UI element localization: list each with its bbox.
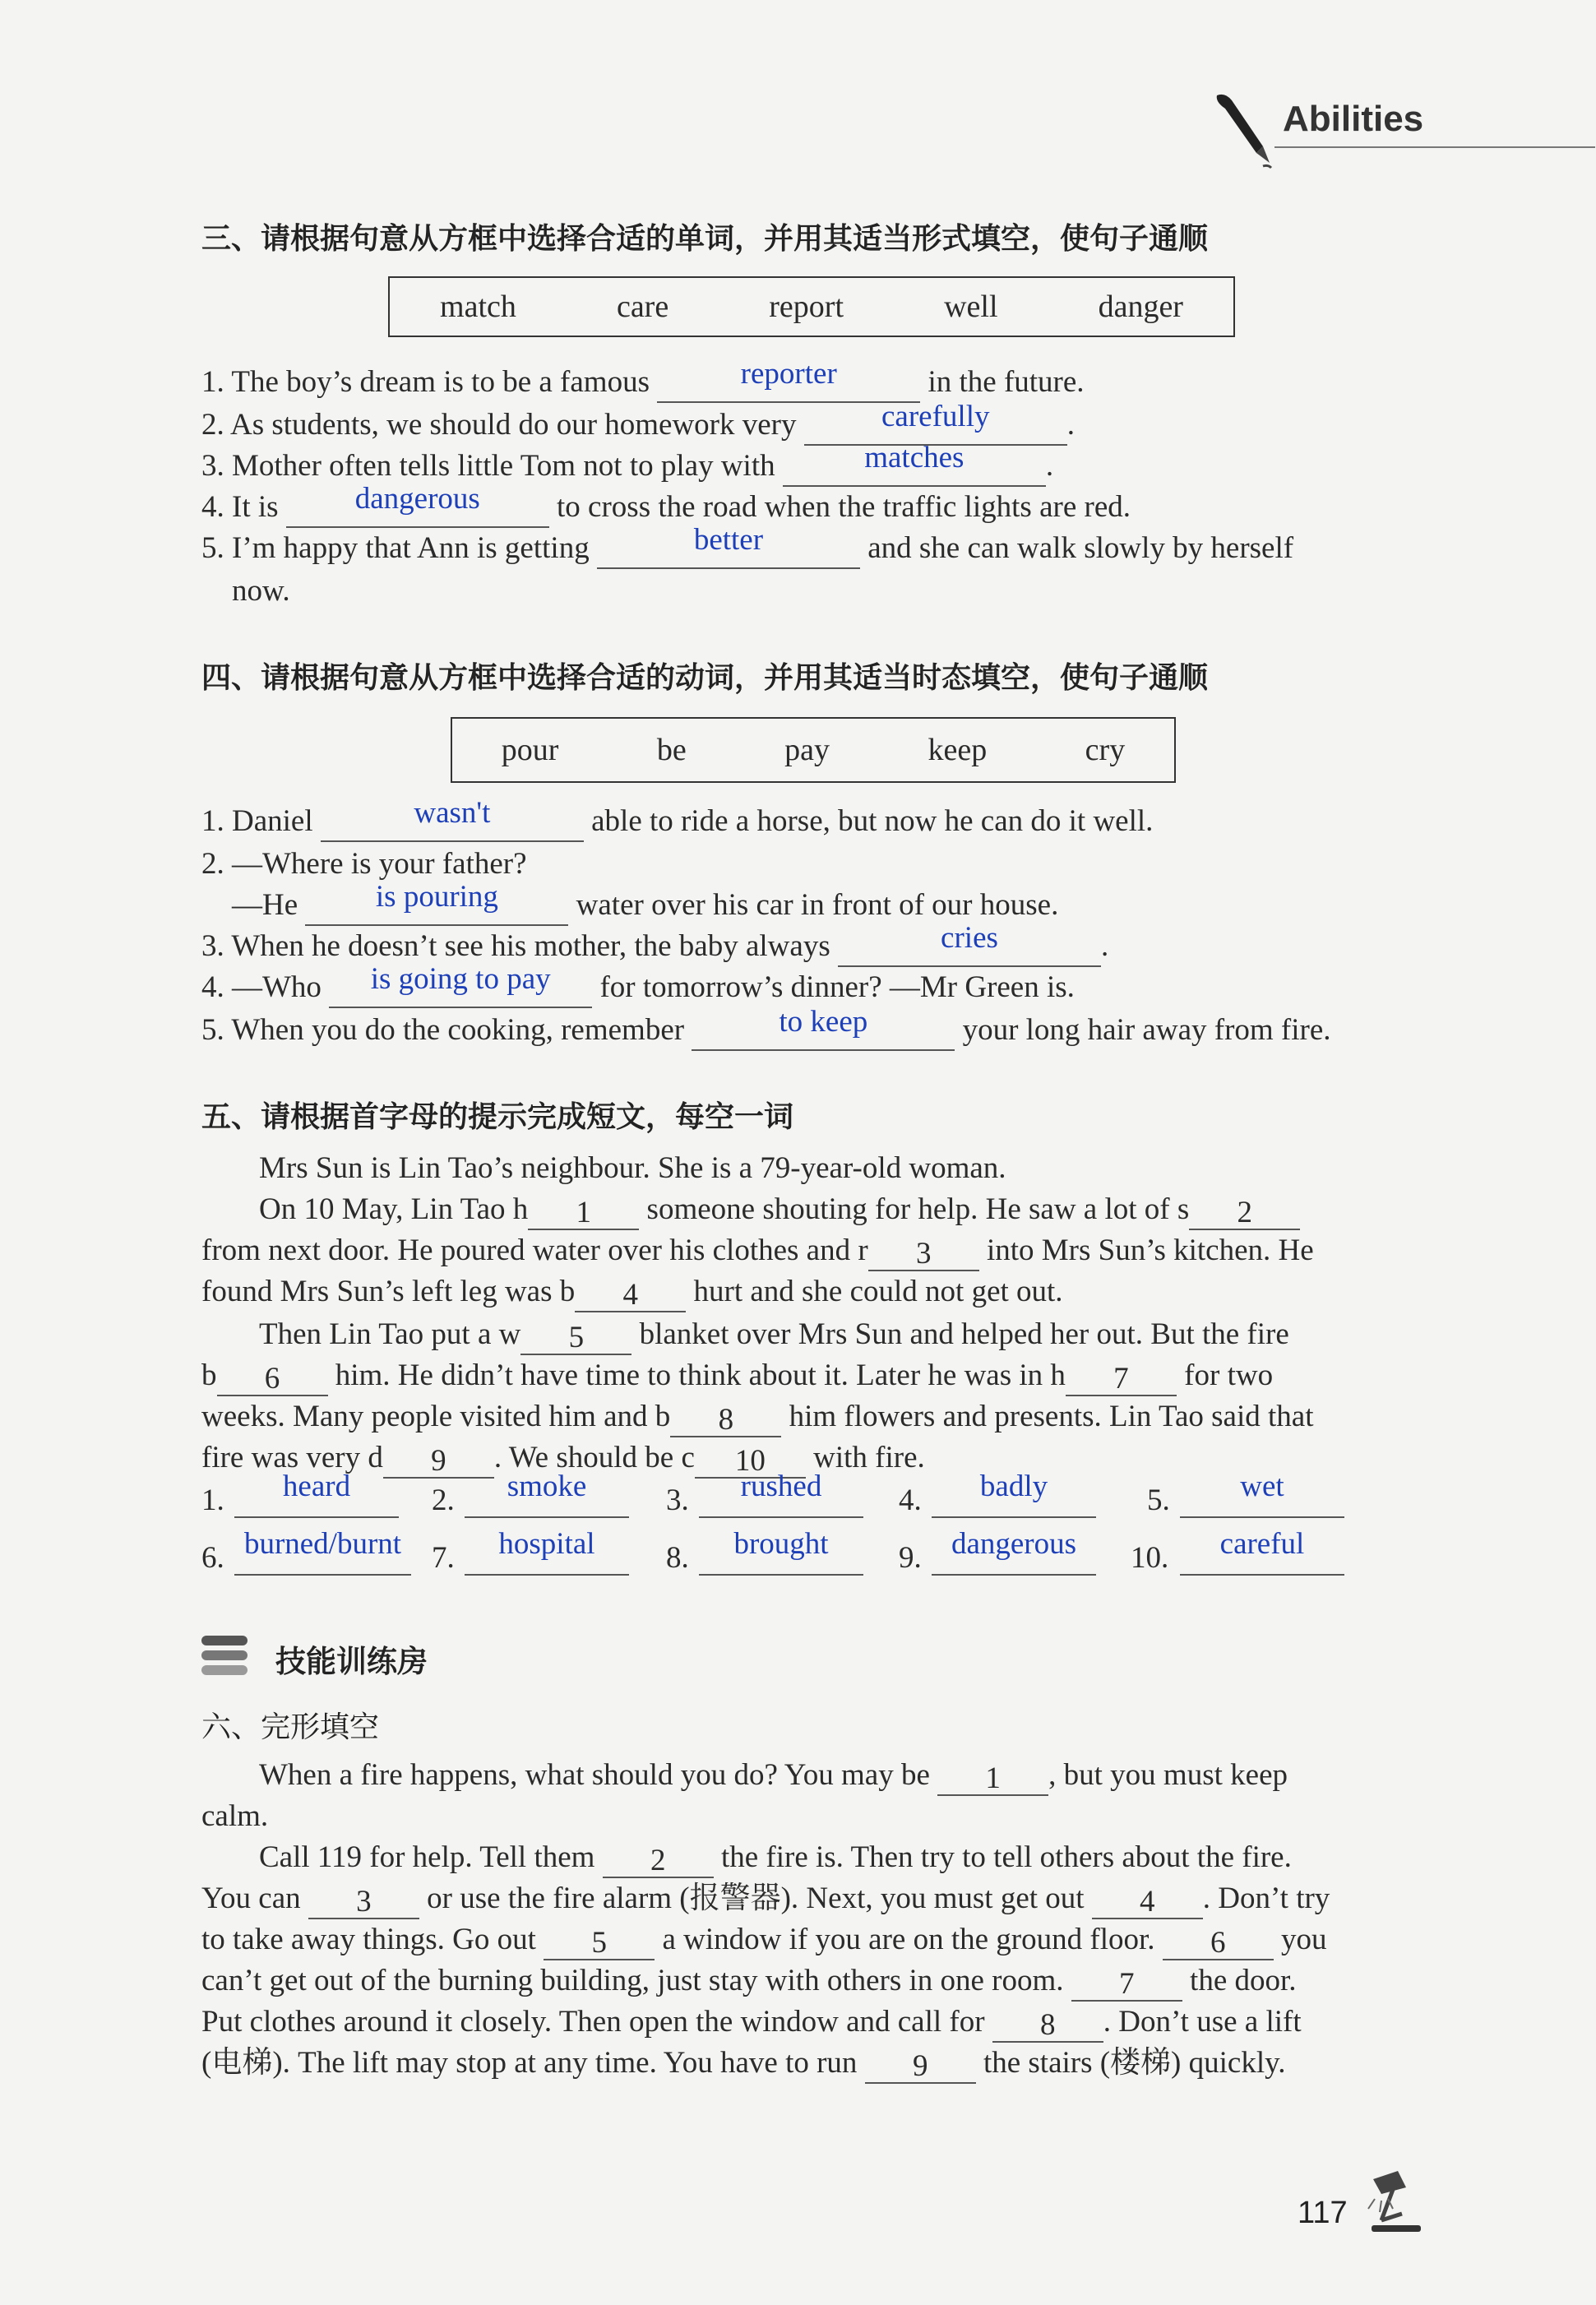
answer-blank[interactable] <box>838 921 1101 967</box>
section4-title: 四、请根据句意从方框中选择合适的动词，并用其适当时态填空，使句子通顺 <box>201 661 1209 695</box>
s3-item-5-cont: now. <box>232 574 290 608</box>
pen-icon <box>1209 89 1274 171</box>
answer-blank[interactable] <box>234 1470 399 1518</box>
number-blank[interactable]: 7 <box>1071 1964 1182 2002</box>
number-blank[interactable]: 3 <box>868 1233 979 1271</box>
s6-paragraph-line: Call 119 for help. Tell them 2 the fire is. Then try to tell others about the fire. <box>259 1840 1292 1877</box>
header-rule <box>1274 146 1595 148</box>
header-title: Abilities <box>1283 99 1424 139</box>
answer-blank[interactable] <box>305 880 568 926</box>
answer-text: dangerous <box>951 1527 1077 1561</box>
answer-text: carefully <box>881 400 990 433</box>
s5-answer-item: 8. brought <box>666 1538 863 1576</box>
s3-item-3: 3. Mother often tells little Tom not to play with matches . <box>201 446 1053 487</box>
s4-item-2b: —He is pouring water over his car in front of our house. <box>232 885 1058 926</box>
word-box-item: report <box>769 289 844 324</box>
answer-text: wet <box>1240 1470 1284 1503</box>
answer-blank[interactable] <box>783 441 1046 487</box>
s5-paragraph-line: from next door. He poured water over his clothes and r 3 into Mrs Sun’s kitchen. He <box>201 1233 1314 1271</box>
answer-text: is going to pay <box>370 962 551 996</box>
s5-paragraph-line: On 10 May, Lin Tao h 1 someone shouting for help. He saw a lot of s 2 <box>201 1189 1300 1230</box>
s5-paragraph-line: weeks. Many people visited him and b 8 him flowers and presents. Lin Tao said that <box>201 1400 1314 1437</box>
s4-item-5: 5. When you do the cooking, remember to keep your long hair away from fire. <box>201 1010 1331 1051</box>
word-box-item: danger <box>1098 289 1183 324</box>
answer-text: better <box>693 523 764 557</box>
section6-title: 六、完形填空 <box>201 1710 380 1744</box>
skills-stack-icon <box>200 1632 251 1678</box>
answer-blank[interactable] <box>465 1470 629 1518</box>
number-blank[interactable]: 4 <box>1092 1881 1203 1919</box>
word-box-item: be <box>656 733 687 767</box>
number-blank[interactable]: 4 <box>575 1275 686 1312</box>
s4-item-2: 2. —Where is your father? <box>201 847 527 881</box>
s6-paragraph-line: You can 3 or use the fire alarm (报警器). Next, you must get out 4 . Don’t try <box>201 1881 1330 1919</box>
answer-blank[interactable] <box>597 523 860 569</box>
section3-title: 三、请根据句意从方框中选择合适的单词，并用其适当形式填空，使句子通顺 <box>201 222 1209 256</box>
answer-text: to keep <box>779 1005 868 1039</box>
s5-answer-item: 9. dangerous <box>899 1538 1096 1576</box>
section5-title: 五、请根据首字母的提示完成短文，每空一词 <box>201 1100 794 1134</box>
s6-paragraph-line: can’t get out of the burning building, just stay with others in one room. 7 the door. <box>201 1964 1297 2001</box>
s5-answer-item: 4. badly <box>899 1480 1096 1518</box>
answer-blank[interactable] <box>321 796 584 842</box>
number-blank[interactable]: 8 <box>992 2005 1103 2043</box>
s5-answer-item: 2. smoke <box>432 1480 629 1518</box>
number-blank[interactable]: 2 <box>603 1840 714 1878</box>
answer-text: smoke <box>507 1470 587 1503</box>
s5-answer-item: 10. careful <box>1131 1538 1344 1576</box>
number-blank[interactable]: 1 <box>528 1192 639 1230</box>
s5-answer-item: 7. hospital <box>432 1538 629 1576</box>
word-box-item: keep <box>928 733 988 767</box>
number-blank[interactable]: 7 <box>1066 1358 1177 1396</box>
s5-paragraph-line: Then Lin Tao put a w 5 blanket over Mrs Sun and helped her out. But the fire <box>259 1317 1289 1354</box>
answer-text: rushed <box>740 1470 822 1503</box>
answer-blank[interactable] <box>1180 1527 1344 1576</box>
number-blank[interactable]: 5 <box>544 1923 655 1960</box>
number-blank[interactable]: 10 <box>695 1441 806 1479</box>
answer-text: cries <box>941 921 998 955</box>
number-blank[interactable]: 6 <box>1163 1923 1274 1960</box>
answer-blank[interactable] <box>699 1470 863 1518</box>
answer-text: hospital <box>498 1527 595 1561</box>
s3-item-2: 2. As students, we should do our homework very carefully . <box>201 405 1075 446</box>
s5-answer-item: 3. rushed <box>666 1480 863 1518</box>
number-blank[interactable]: 1 <box>937 1758 1048 1796</box>
s4-item-1: 1. Daniel wasn't able to ride a horse, but now he can do it well. <box>201 801 1153 842</box>
answer-blank[interactable] <box>932 1470 1096 1518</box>
section3-word-box <box>388 276 1235 337</box>
s5-answer-row <box>201 1527 1353 1584</box>
desk-lamp-icon <box>1357 2163 1431 2237</box>
answer-text: is pouring <box>375 880 498 914</box>
answer-text: careful <box>1219 1527 1305 1561</box>
number-blank[interactable]: 9 <box>383 1441 494 1479</box>
s3-item-1: 1. The boy’s dream is to be a famous reporter in the future. <box>201 362 1085 403</box>
answer-blank[interactable] <box>329 962 592 1008</box>
word-box-item: pay <box>784 733 830 767</box>
s3-item-4: 4. It is dangerous to cross the road when the traffic lights are red. <box>201 487 1131 528</box>
answer-text: dangerous <box>354 482 480 516</box>
number-blank[interactable]: 5 <box>520 1317 631 1355</box>
answer-blank[interactable] <box>1180 1470 1344 1518</box>
word-box-item: cry <box>1085 733 1126 767</box>
page-number: 117 <box>1298 2196 1348 2230</box>
answer-text: matches <box>864 441 965 474</box>
s5-answer-item: 6. burned/burnt <box>201 1538 411 1576</box>
answer-text: heard <box>282 1470 351 1503</box>
s5-paragraph-line: b 6 him. He didn’t have time to think about it. Later he was in h 7 for two <box>201 1358 1274 1395</box>
s5-answer-item: 5. wet <box>1147 1480 1344 1518</box>
word-box-item: pour <box>501 733 559 767</box>
s3-item-5: 5. I’m happy that Ann is getting better and she can walk slowly by herself <box>201 528 1293 569</box>
s5-paragraph-line: fire was very d 9 . We should be c 10 with fire. <box>201 1441 925 1478</box>
answer-text: brought <box>733 1527 829 1561</box>
answer-blank[interactable] <box>692 1005 955 1051</box>
number-blank[interactable]: 3 <box>308 1881 419 1919</box>
answer-blank[interactable] <box>932 1527 1096 1576</box>
s6-paragraph-line: calm. <box>201 1799 269 1833</box>
s4-item-3: 3. When he doesn’t see his mother, the baby always cries . <box>201 926 1108 967</box>
s5-paragraph-line: found Mrs Sun’s left leg was b 4 hurt and she could not get out. <box>201 1275 1063 1312</box>
s5-paragraph-line: Mrs Sun is Lin Tao’s neighbour. She is a 79-year-old woman. <box>259 1151 1006 1185</box>
number-blank[interactable]: 9 <box>865 2046 976 2084</box>
number-blank[interactable]: 8 <box>670 1400 781 1437</box>
word-box-item: care <box>616 289 669 324</box>
answer-blank[interactable] <box>465 1527 629 1576</box>
answer-blank[interactable] <box>699 1527 863 1576</box>
section4-word-box <box>451 717 1176 783</box>
s4-item-4: 4. —Who is going to pay for tomorrow’s dinner? —Mr Green is. <box>201 967 1075 1008</box>
s6-paragraph-line: Put clothes around it closely. Then open the window and call for 8 . Don’t use a lift <box>201 2005 1302 2042</box>
answer-blank[interactable] <box>234 1527 411 1576</box>
answer-text: wasn't <box>414 796 491 830</box>
number-blank[interactable]: 6 <box>217 1358 328 1396</box>
s5-answer-item: 1. heard <box>201 1480 399 1518</box>
s6-paragraph-line: When a fire happens, what should you do? You may be 1 , but you must keep <box>259 1758 1288 1795</box>
answer-blank[interactable] <box>286 482 549 528</box>
answer-text: reporter <box>740 357 837 391</box>
answer-text: burned/burnt <box>243 1527 402 1561</box>
number-blank[interactable]: 2 <box>1189 1192 1300 1230</box>
word-box-item: match <box>440 289 516 324</box>
skills-title: 技能训练房 <box>275 1644 428 1679</box>
answer-text: badly <box>979 1470 1048 1503</box>
s6-paragraph-line: (电梯). The lift may stop at any time. You have to run 9 the stairs (楼梯) quickly. <box>201 2046 1286 2083</box>
word-box-item: well <box>944 289 998 324</box>
s6-paragraph-line: to take away things. Go out 5 a window if you are on the ground floor. 6 you <box>201 1923 1327 1960</box>
s5-answer-row <box>201 1470 1353 1526</box>
